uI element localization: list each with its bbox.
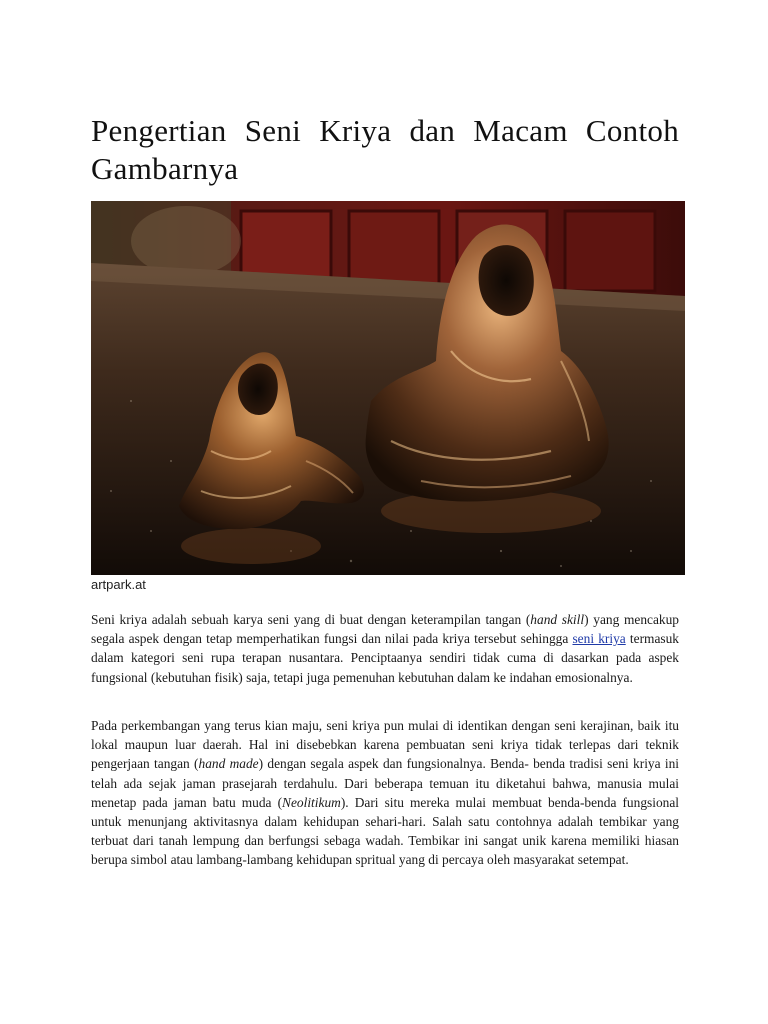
paragraph-2 [91,716,679,870]
paragraph-2-text-b: ) dengan segala aspek dan fungsionalnya. Benda- benda tradisi seni kriya ini telah ada sejak jaman prasejarah terdahulu. Dari beberapa temuan itu diketahui bahwa, manusia mulai menetap pada jaman batu muda ( [91,756,679,810]
paragraph-1-emphasis: hand skill [530,612,585,627]
paragraph-2-text-c: ). Dari situ mereka mulai membuat benda-benda fungsional untuk menunjang aktivitasnya dalam kehidupan sehari-hari. Salah satu contohnya adalah tembikar yang terbuat dari tanah lempung dan berfungsi sebaga wadah. Tembikar ini sangat unik karena memiliki hiasan berupa simbol atau lambang-lambang kehidupan spritual yang di percaya oleh masyarakat setempat. [91,794,680,868]
paragraph-1-text-b: ) yang mencakup segala aspek dengan tetap memperhatikan fungsi dan nilai pada kriya tersebut sehingga [91,612,679,647]
paragraph-2-text-a: Pada perkembangan yang terus kian maju, seni kriya pun mulai di identikan dengan seni kerajinan, baik itu lokal maupun luar daerah. Hal ini disebebkan karena pembuatan seni kriya tidak terlepas dari teknik pengerjaan tangan ( [91,718,679,772]
seni-kriya-link[interactable]: seni kriya [572,631,626,647]
paragraph-1 [91,610,679,687]
sculpture-photo [91,201,685,575]
paragraph-1-text-c: termasuk dalam kategori seni rupa terapan nusantara. Penciptaanya sendiri tidak cuma di dasarkan pada aspek fungsional (kebutuhan fisik) saja, tetapi juga pemenuhan kebutuhan dalam ke indahan emosionalnya. [91,631,679,685]
paragraph-2-emphasis-a: hand made [198,756,259,772]
paragraph-2-emphasis-b: Neolitikum [282,794,341,810]
paragraph-1-text-a: Seni kriya adalah sebuah karya seni yang di buat dengan keterampilan tangan ( [91,612,531,627]
image-caption: artpark.at [91,577,146,592]
article-image [91,201,685,575]
article-title: Pengertian Seni Kriya dan Macam Contoh Gambarnya [91,113,679,186]
